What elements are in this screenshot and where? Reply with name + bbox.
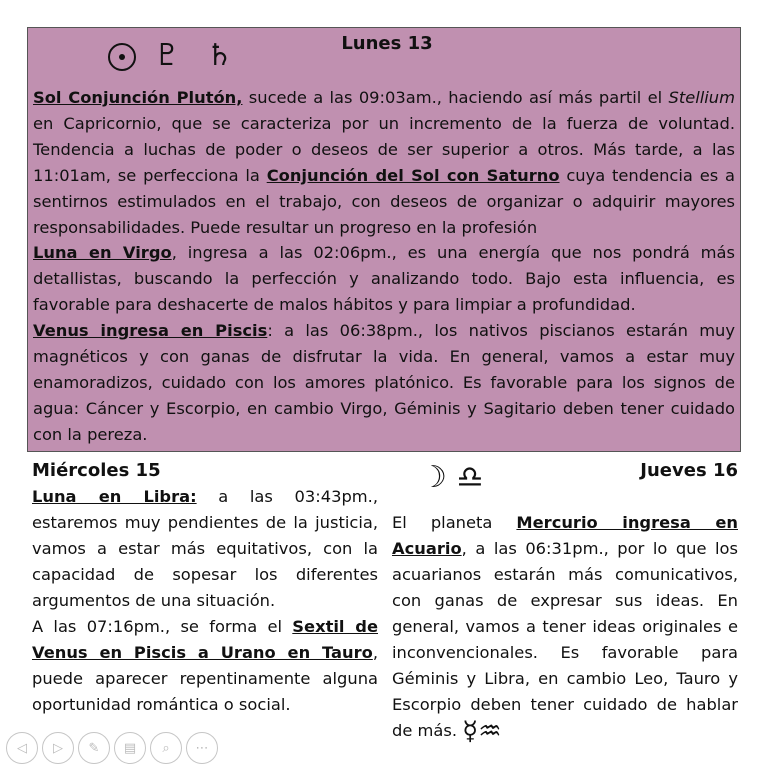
text: a las 03:43pm., estaremos muy pendientes de la justicia, vamos a estar más equitativos, con la capacidad de sopesar los diferentes argumentos de una situación. xyxy=(32,487,378,610)
text: cuya tendencia es a sentirnos estimulados en el trabajo, con deseos de organizar o adquirir mayores responsabilidades. Puede resultar un progreso en la profesión xyxy=(33,165,735,237)
link-sol-saturno: Conjunción del Sol con Saturno xyxy=(266,165,560,185)
jueves-title: Jueves 16 xyxy=(640,460,738,481)
previous-slide-button[interactable]: ◁ xyxy=(6,732,38,764)
paragraph-venus-piscis xyxy=(33,318,735,448)
aquarius-icon: ♒ xyxy=(478,716,502,747)
link-luna-virgo: Luna en Virgo xyxy=(33,243,172,263)
text: A las 07:16pm., se forma el xyxy=(32,617,293,636)
link-luna-libra: Luna en Libra: xyxy=(32,487,197,506)
link-venus-piscis: Venus ingresa en Piscis xyxy=(33,321,268,341)
miercoles-section xyxy=(32,458,378,718)
mercury-icon: ☿ xyxy=(462,716,479,747)
pluto-icon: ♇ xyxy=(153,38,189,73)
all-slides-button[interactable]: ▤ xyxy=(114,732,146,764)
zoom-button[interactable]: ⌕ xyxy=(150,732,182,764)
text: : a las 06:38pm., los nativos piscianos estarán muy magnéticos y con ganas de disfrutar la vida. En general, vamos a estar muy enamoradizos, cuidado con los amores platónico. Es favorable para los signos de agua: Cáncer y Escorpio, en cambio Virgo, Géminis y Sagitario deben tener cuidado con la pereza. xyxy=(33,321,736,444)
libra-icon: ♎ xyxy=(456,460,484,495)
link-sextil: Sextil de Venus en Piscis a Urano en Tauro xyxy=(32,617,378,662)
paragraph-luna-virgo xyxy=(33,240,735,318)
moon-icon: ☽ xyxy=(420,460,447,495)
text: , a las 06:31pm., por lo que los acuarianos estarán más comunicativos, con ganas de expresar sus ideas. En general, vamos a tener ideas originales e inconvencionales. Es favorable para Géminis y Libra, en cambio Leo, Tauro y Escorpio deben tener cuidado de hablar de más. xyxy=(392,539,738,740)
text: El planeta xyxy=(392,513,517,532)
lunes-section xyxy=(27,27,741,452)
text: sucede a las 09:03am., haciendo así más partil el xyxy=(242,88,669,107)
text: en Capricornio, que se caracteriza por un incremento de la fuerza de voluntad. Tendencia a luchas de poder o deseos de ser superior a otros. Más tarde, a las 11:01am, se perfecciona la xyxy=(33,113,735,185)
stellium-italic: Stellium xyxy=(668,88,735,107)
next-slide-button[interactable]: ▷ xyxy=(42,732,74,764)
paragraph-sol xyxy=(33,85,735,240)
paragraph-mercurio xyxy=(392,510,738,745)
more-options-button[interactable]: ⋯ xyxy=(186,732,218,764)
saturn-icon: ♄ xyxy=(206,38,241,73)
text: , puede aparecer repentinamente alguna oportunidad romántica o social. xyxy=(32,643,378,714)
miercoles-title: Miércoles 15 xyxy=(32,460,161,481)
text: , ingresa a las 02:06pm., es una energía que nos pondrá más detallistas, buscando la perfección y analizando todo. Bajo esta influencia, es favorable para deshacerte de malos hábitos y para limpiar a profundidad. xyxy=(33,243,735,315)
lunes-body xyxy=(33,85,735,448)
slideshow-controls xyxy=(6,732,218,764)
paragraph-luna-libra xyxy=(32,484,378,614)
link-sol-pluton: Sol Conjunción Plutón, xyxy=(33,88,243,107)
lunes-title: Lunes 13 xyxy=(341,33,433,54)
pen-tool-button[interactable]: ✎ xyxy=(78,732,110,764)
link-mercurio-acuario: Mercurio ingresa en Acuario xyxy=(392,513,738,558)
paragraph-sextil xyxy=(32,614,378,718)
jueves-section xyxy=(392,458,738,745)
